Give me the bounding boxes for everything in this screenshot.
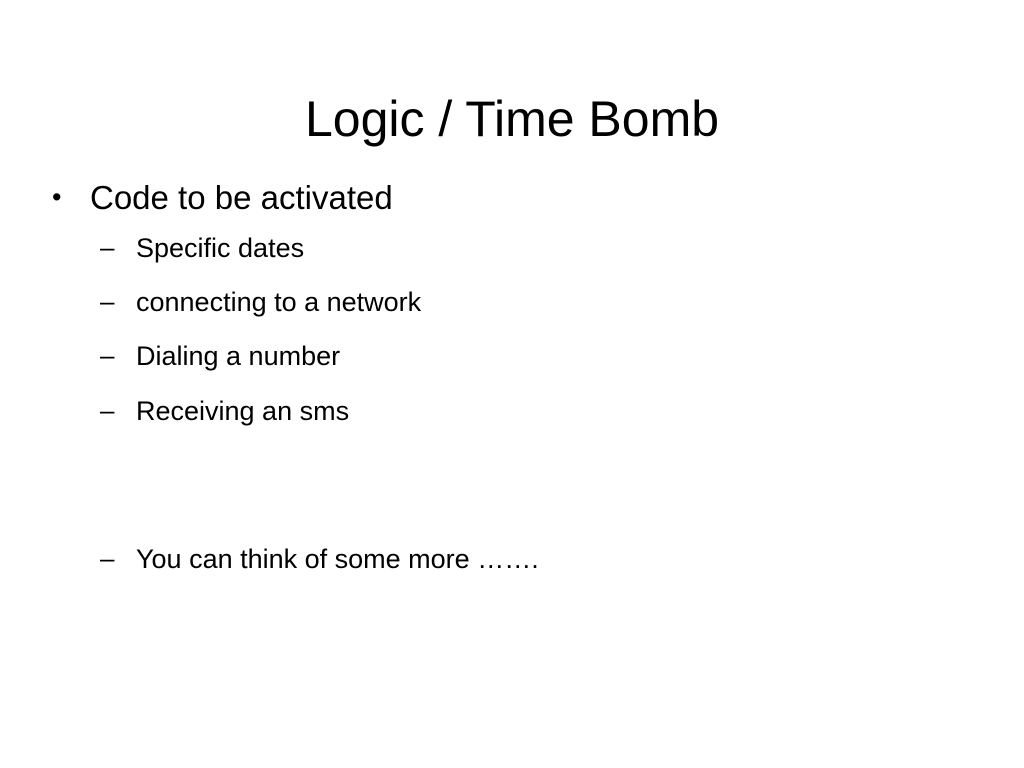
dash-marker-icon: – (100, 285, 115, 316)
bullet-level2 (38, 232, 988, 264)
bullet-level2 (38, 395, 988, 427)
bullet-marker-icon: • (52, 182, 62, 212)
bullet-level2 (38, 340, 988, 372)
bullet-level1 (38, 178, 988, 218)
bullet-level2 (38, 286, 988, 318)
dash-marker-icon: – (100, 543, 115, 574)
slide-body (38, 178, 988, 598)
bullet-level2-text: You can think of some more ……. (136, 544, 539, 575)
slide-title: Logic / Time Bomb (304, 90, 720, 147)
bullet-level2-text: Specific dates (136, 232, 305, 263)
dash-marker-icon: – (100, 394, 115, 425)
bullet-level2-text: Dialing a number (136, 341, 341, 372)
dash-marker-icon: – (100, 340, 115, 371)
bullet-level1-text: Code to be activated (90, 179, 393, 216)
dash-marker-icon: – (100, 231, 115, 262)
bullet-level2-text: connecting to a network (136, 286, 422, 317)
bullet-level2-list (38, 232, 988, 576)
bullet-level2-text: Receiving an sms (136, 395, 350, 426)
bullet-level2 (38, 543, 988, 575)
